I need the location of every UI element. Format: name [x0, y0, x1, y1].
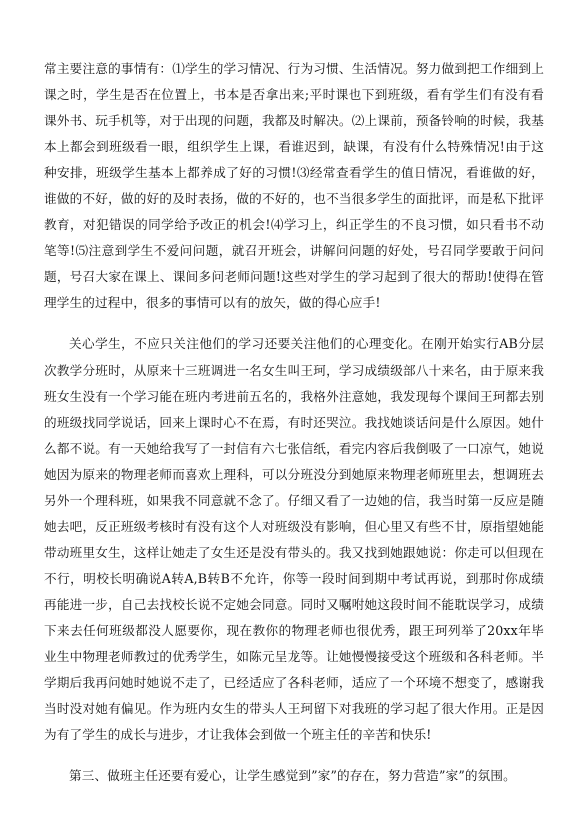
- paragraph-student-care: 关心学生，不应只关注他们的学习还要关注他们的心理变化。在刚开始实行AB分层次教学分班时，从原来十三班调进一名女生叫王珂，学习成绩级部八十来名，由于原来我班女生没有一个学习能在班内考进前五名的，我格外注意她，我发现每个课间王珂都去别的班级找同学说话，回来上课时心不在焉，有时还哭泣。我找她谈话问是什么原因。她什么都不说。有一天她给我写了一封信有六七张信纸，看完内容后我倒吸了一口凉气，她说她因为原来的物理老师而喜欢上理科，可以分班没分到她原来物理老师班里去，想调班去另外一个理科班，如果我不同意就不念了。仔细又看了一边她的信，我当时第一反应是随她去吧，反正班级考核时有没有这个人对班级没有影响，但心里又有些不甘，原指望她能带动班里女生，这样让她走了女生还是没有带头的。我又找到她跟她说：你走可以但现在不行，明校长明确说A转A,B转B不允许，你等一段时间到期中考试再说，到那时你成绩再能进一步，自己去找校长说不定她会同意。同时又嘱咐她这段时间不能耽误学习，成绩下来去任何班级都没人愿要你，现在教你的物理老师也很优秀，跟王珂列举了20xx年毕业生中物理老师教过的优秀学生，如陈元呈龙等。让她慢慢接受这个班级和各科老师。半学期后我再问她时她说不走了，已经适应了各科老师，适应了一个环境不想变了，感谢我当时没对她有偏见。作为班内女生的带头人王珂留下对我班的学习起了很大作用。正是因为有了学生的成长与进步，才让我体会到做一个班主任的辛苦和快乐!: [44, 336, 544, 743]
- paragraph-third-point: 第三、做班主任还要有爱心，让学生感觉到”家”的存在，努力营造”家”的氛围。: [69, 768, 516, 784]
- paragraph-class-routine: 常主要注意的事情有：⑴学生的学习情况、行为习惯、生活情况。努力做到把工作细到上课之时，学生是否在位置上，书本是否拿出来;平时课也下到班级，看有学生们有没有看课外书、玩手机等，对于出现的问题，我都及时解决。⑵上课前，预备铃响的时候，我基本上都会到班级看一眼，组织学生上课，看谁迟到，缺课，有没有什么特殊情况!由于这种安排，班级学生基本上都养成了好的习惯!⑶经常查看学生的值日情况，看谁做的好，谁做的不好，做的好的及时表扬，做的不好的，也不当很多学生的面批评，而是私下批评教育，对犯错误的同学给予改正的机会!⑷学习上，纠正学生的不良习惯，如只看书不动笔等!⑸注意到学生不爱问问题，就召开班会，讲解问问题的好处，号召同学要敢于问问题，号召大家在课上、课间多问老师问题!这些对学生的学习起到了很大的帮助!使得在管理学生的过程中，很多的事情可以有的放矢，做的得心应手!: [44, 61, 544, 311]
- document-page: [44, 56, 544, 789]
